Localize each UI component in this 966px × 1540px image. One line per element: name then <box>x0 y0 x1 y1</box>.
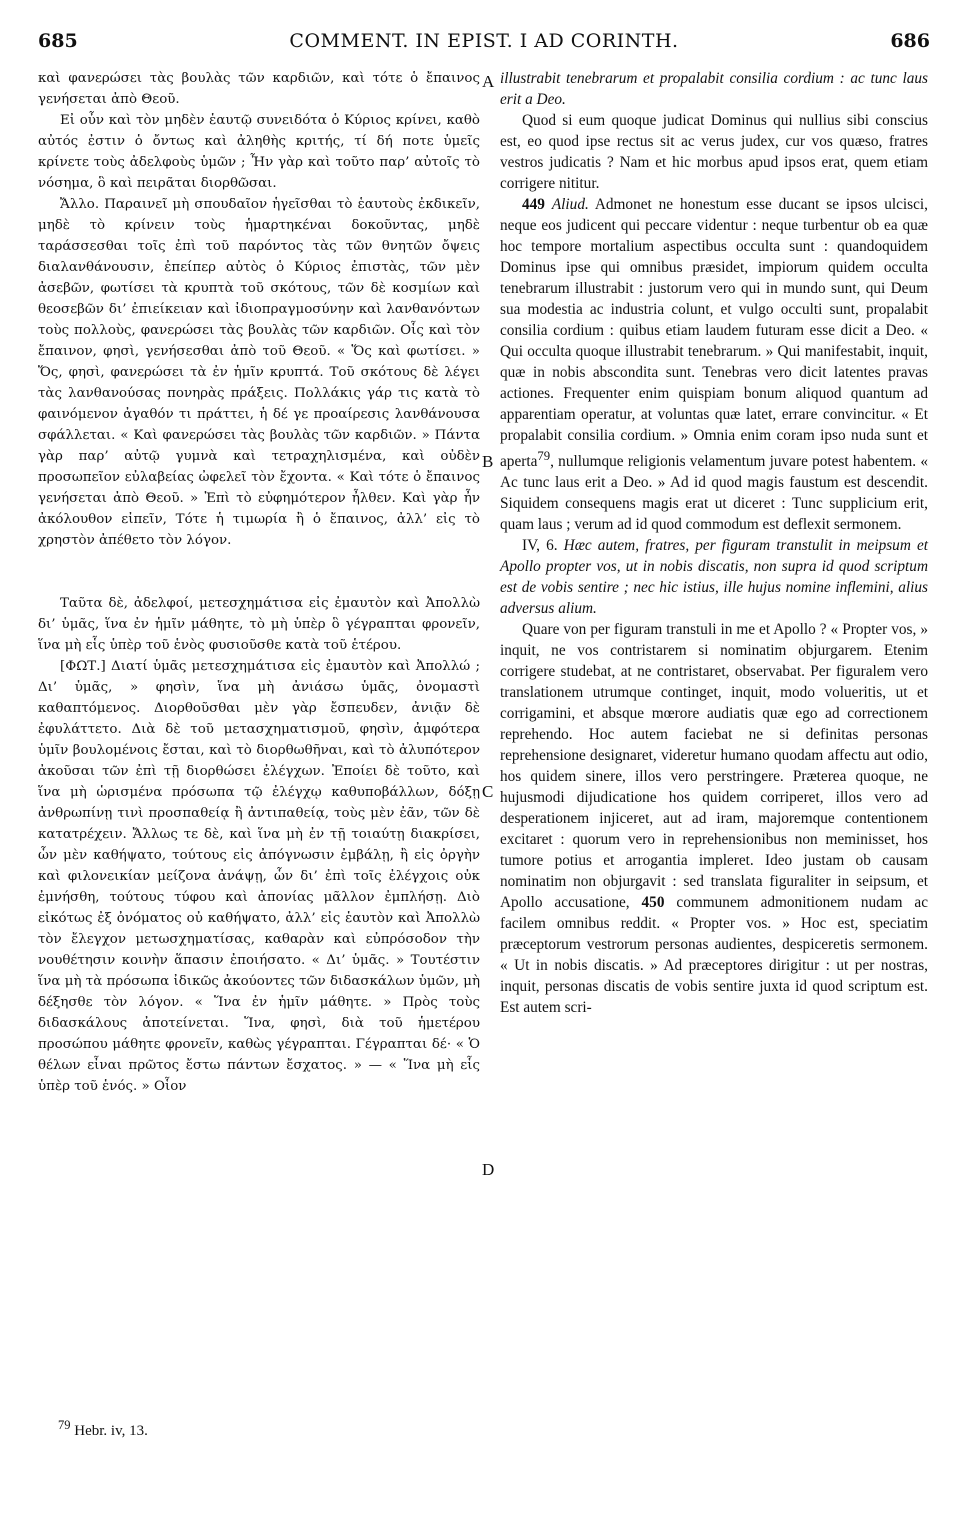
latin-paragraph <box>500 194 928 535</box>
footnote-ref: 79 <box>537 449 551 463</box>
greek-paragraph: Εἰ οὖν καὶ τὸν μηδὲν ἑαυτῷ συνειδότα ὁ Κύριος κρίνει, καθὸ αὐτός ἐστιν ὁ ὄντως καὶ ἀληθὴς κριτής, τί δή ποτε ὑμεῖς κρίνετε τοὺς ἀδελφοὺς ὑμῶν ; Ἦν γὰρ καὶ τοῦτο παρ’ αὐτοῖς τὸ νόσημα, ὃ καὶ πειρᾶται διορθῶσαι. <box>38 113 480 191</box>
column-number: 450 <box>641 894 665 912</box>
footnote-number: 79 <box>58 1418 71 1432</box>
footnote <box>58 1418 148 1440</box>
aliud-label: Aliud. <box>551 196 589 213</box>
latin-text: communem admonitionem nudam ac facilem omnibus reddit. « Propter vos. » Hoc est, speciatim præceptorum vestrorum personas audientes, despiceretis sermonem. « Ut in nobis discatis. » Ad præceptores dirigitur : ut per nostras, inquit, personas discatis de vobis sentire juxta id quod scriptum est. Est autem scri- <box>500 894 928 1017</box>
verse-ref: IV, 6. <box>522 537 558 555</box>
page-number-left: 685 <box>38 30 78 52</box>
greek-paragraph: Ἄλλο. Παραινεῖ μὴ σπουδαῖον ἡγεῖσθαι τὸ ἑαυτοὺς ἐκδικεῖν, μηδὲ τὸ κρίνειν τοὺς ἡμαρτηκέναι δοκοῦντας, μηδὲ ταράσσεσθαι τοῖς ἐπὶ τοῦ παρόντος τὰς τῶν θνητῶν ὄψεις διαλανθάνουσιν, ἐπείπερ αὐτὸς ὁ Κύριος ἐπιστὰς, τῶν μὲν ἀσεβῶν, φωτίσει τὰ κρυπτὰ τοῦ σκότους, τῶν δὲ κοσμίων καὶ θεοσεβῶν δι’ ἐπιείκειαν καὶ ἰδιοπραγμοσύνην καὶ λανθανόντων τοὺς πολλοὺς, φανερώσει τὰς βουλὰς τῶν καρδιῶν. Οἷς καὶ τὸν ἔπαινον, φησὶ, γενήσεσθαι ἀπὸ τοῦ Θεοῦ. « Ὅς καὶ φωτίσει. » Ὅς, φησὶ, φανερώσει τὰ ἐν ἡμῖν κρυπτά. Τοῦ σκότους δὲ λέγει τὰς λανθανούσας πονηρὰς πράξεις. Πολλάκις γάρ τις κατὰ τὸ φαινόμενον ἀγαθόν τι πράττει, ἡ δέ γε προαίρεσις λανθάνουσα σφάλλεται. « Καὶ φανερώσει τὰς βουλὰς τῶν καρδιῶν. » Πάντα γὰρ παρ’ αὐτῷ γυμνὰ καὶ τετραχηλισμένα, καὶ οὐδὲν προσωπεῖον εὐλαβείας ὠφελεῖ τὸν ἔχοντα. « Καὶ τότε ὁ ἔπαινος γενήσεται ἀπὸ Θεοῦ. » Ἐπὶ τὸ εὐφημότερον ἦλθεν. Καὶ γὰρ ἦν ἀκόλουθον εἰπεῖν, Τότε ἡ τιμωρία ἢ ὁ ἔπαινος, ἀλλ’ εἰς τὸ χρηστὸν ἀπέθετο τὸν λόγον. <box>38 197 480 548</box>
margin-letter-a: A <box>482 72 495 91</box>
latin-column <box>500 68 928 1018</box>
latin-text: , nullumque religionis velamentum juvare potest habentem. « Ac tunc laus erit a Deo. » Ad id quod magis faustum est descendit. Siquidem consequens magis erat ut diceret : Tunc supplicium erit, quam laus ; verum ad id quod commodum est deflexit sermonem. <box>500 453 928 534</box>
page-number-right: 686 <box>890 30 930 52</box>
margin-letter-c: C <box>482 782 494 801</box>
margin-letter-d: D <box>482 1160 495 1179</box>
latin-paragraph: Quod si eum quoque judicat Dominus qui nullius sibi conscius est, eo quod ipse rectus sit ac verus judex, cur vos quæso, fratres vestros judicatis ? Nam et hic morbus apud ipsos erat, quem etiam corrigere nititur. <box>500 112 928 192</box>
latin-text: Admonet ne honestum esse ducant se ipsos ulcisci, neque eos judicent qui peccare videntur : neque turbentur ob ea quæ hoc tempore mortalium aspectibus occulta sunt : quandoquidem Dominus ipse qui omnibus præsidet, impiorum quidem occulta tenebrarum illustrabit : justorum vero qui in mundo sunt, qui Deum sua modestia ac industria colunt, et vulgo occulti sunt, propalabit consilia cordium : quibus etiam laudem futuram esse dicit a Deo. « Qui occulta quoque illustrabit tenebrarum. » Qui manifestabit, inquit, quæ in nobis abscondita sunt. Tenebras vero dicit latentes pravas actiones. Frequenter enim quispiam bonum aliquod quantum ad apparentiam operatur, at voluntas quæ latet, errare convincitur. « Et propalabit consilia cordium. » Omnia enim coram ipso nuda sunt et aperta <box>500 196 928 471</box>
greek-paragraph: καὶ φανερώσει τὰς βουλὰς τῶν καρδιῶν, καὶ τότε ὁ ἔπαινος γενήσεται ἀπὸ Θεοῦ. <box>38 71 480 107</box>
greek-lemma: Ταῦτα δὲ, ἀδελφοί, μετεσχημάτισα εἰς ἐμαυτὸν καὶ Ἀπολλὼ δι’ ὑμᾶς, ἵνα ἐν ἡμῖν μάθητε, τὸ μὴ ὑπὲρ ὃ γέγραπται φρονεῖν, ἵνα μὴ εἷς ὑπὲρ τοῦ ἑνὸς φυσιοῦσθε κατὰ τοῦ ἑτέρου. <box>38 596 480 653</box>
greek-paragraph: [ΦΩΤ.] Διατί ὑμᾶς μετεσχημάτισα εἰς ἐμαυτὸν καὶ Ἀπολλώ ; Δι’ ὑμᾶς, » φησὶν, ἵνα μὴ ἀνιάσω ὑμᾶς, ὀνομαστὶ καθαπτόμενος. Διορθοῦσθαι μὲν γὰρ ἔσπευδεν, ἀνιᾷν δὲ ἐφυλάττετο. Διὰ δὲ τοῦ μετασχηματισμοῦ, φησὶν, ἀμφότερα ὑμῖν βουλομένοις ἔσται, καὶ τὸ διορθωθῆναι, καὶ τὸ ἀλυπότερον ἀκοῦσαι τῶν ἐπὶ τῇ διορθώσει ἐλέγχων. Ἐποίει δὲ τοῦτο, καὶ ἵνα μὴ ὡρισμένα πρόσωπα τῷ ἐλέγχῳ καθυποβάλλων, δόξῃ ἀνθρωπίνῃ τινὶ προσπαθείᾳ ἢ ἀντιπαθείᾳ, τοὺς μὲν ἐᾶν, τῶν δὲ κατατρέχειν. Ἄλλως τε δὲ, καὶ ἵνα μὴ ἐν τῇ τοιαύτῃ διακρίσει, ὧν μὲν καθήψατο, τούτους εἰς ἀπόγνωσιν ἐμβάλῃ, ἢ εἰς ὀργὴν καὶ φιλονεικίαν μείζονα ἀνάψῃ, ὧν δι’ ἐπὶ τοῖς ἐλέγχοις οὐκ ἐμνήσθη, τούτους τύφου καὶ ἀπονίας μᾶλλον ἐμπλήσῃ. Διὸ εἰκότως ἐξ ὀνόματος οὐ καθήψατο, ἀλλ’ εἰς ἑαυτὸν καὶ Ἀπολλὼ τὸν ἔλεγχον μετωσχηματίσας, καθαρὰν καὶ εὐπρόσοδον τὴν νουθέτησιν κοινὴν ἅπασιν ἐποιήσατο. « Δι’ ὑμᾶς. » Τουτέστιν ἵνα μὴ τὰ πρόσωπα ἰδικῶς ἀκούοντες τῶν διδασκάλων ὑμῶν, μὴ δέξησθε τὸν λόγον. « Ἵνα ἐν ἡμῖν μάθητε. » Πρὸς τοὺς διδασκάλους ἀποτείνεται. Ἵνα, φησὶ, διὰ τοῦ ἡμετέρου προσώπου μάθητε φρονεῖν, καθὼς γέγραπται. Γέγραπται δέ· « Ὁ θέλων εἶναι πρῶτος ἔστω πάντων ἔσχατος. » — « Ἵνα μὴ εἷς ὑπὲρ τοῦ ἑνός. » Οἷον <box>38 659 480 1094</box>
paragraph-gap <box>38 551 480 593</box>
latin-paragraph <box>500 619 928 1018</box>
greek-column <box>38 68 480 1097</box>
latin-paragraph: illustrabit tenebrarum et propalabit consilia cordium : ac tunc laus erit a Deo. <box>500 70 928 108</box>
margin-letter-b: B <box>482 452 494 471</box>
latin-lemma <box>500 535 928 619</box>
lemma-text: Hæc autem, fratres, per figuram transtulit in meipsum et Apollo propter vos, ut in nobis discatis, non supra id quod scriptum est de vobis sentire ; nec hic istius, ille hujus nomine inflemini, alius adversus alium. <box>500 537 928 618</box>
footnote-text: Hebr. iv, 13. <box>74 1423 148 1439</box>
page-header <box>38 30 930 64</box>
column-number: 449 <box>522 196 545 213</box>
latin-text: Quare von per figuram transtuli in me et Apollo ? « Propter vos, » inquit, ne vos contristarem si nominatim objurgarem. Etenim corrigere studebat, at ne contristaret, observabat. Per figuralem vero translationem utrumque continget, inquit, modo volueritis, ut et corrigamini, et absque mœrore audiatis quæ ego ad correctionem reprehendo. Hoc autem faciebat ne si definitas personas reprehensione designaret, videretur humano quodam affectu aut odio, hos quidem sinere, illos vero perstringere. Præterea quoque, ne hujusmodi dijudicatione hos quidem corriperet, illos vero ad desperationem injiceret, aut ad iram, majoremque contentionem excitaret : quorum vero in reprehensionibus non meminisset, hos tumore potius et arrogantia impleret. Ideo justam ob causam nominatim non objurgavit : sed translata figuraliter in seipsum, et Apollo accusatione, <box>500 621 928 912</box>
running-title: COMMENT. IN EPIST. I AD CORINTH. <box>289 30 679 52</box>
